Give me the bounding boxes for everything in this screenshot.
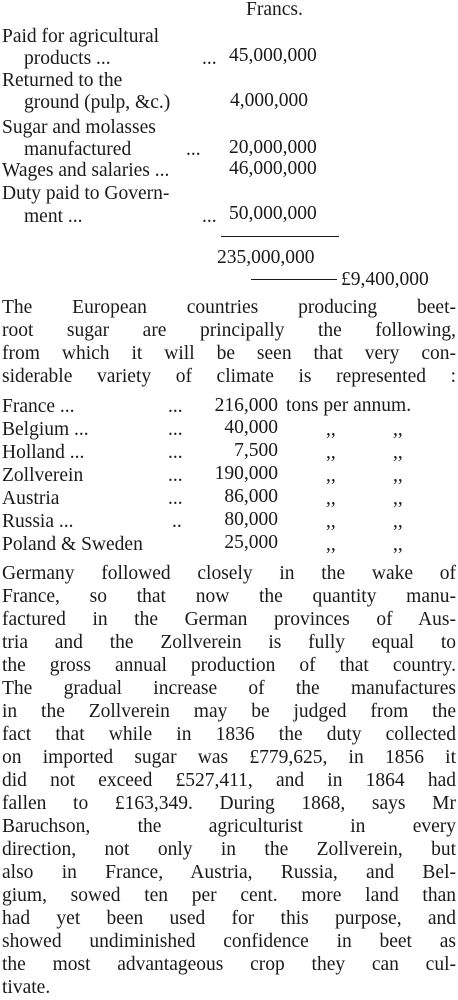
expenditure-item-label: Paid for agricultural xyxy=(2,26,160,47)
column-header-francs: Francs. xyxy=(246,0,303,20)
expenditure-amount: 4,000,000 xyxy=(230,90,308,111)
ditto-mark: ,, xyxy=(393,442,403,463)
ditto-mark: ,, xyxy=(393,511,403,532)
leader-dots: ... xyxy=(202,48,217,69)
text-line: the gross annual production of that country. xyxy=(2,655,456,676)
leader-dots: ... xyxy=(168,442,183,463)
text-line: showed undiminished confidence in beet as xyxy=(2,931,456,952)
leader-dots: ... xyxy=(186,139,201,160)
text-line: gium, sowed ten per cent. more land than xyxy=(2,885,456,906)
closing-paragraph xyxy=(2,562,456,999)
text-line: The European countries producing beet- xyxy=(2,297,456,318)
text-line: tria and the Zollverein is fully equal to xyxy=(2,632,456,653)
ditto-mark: ,, xyxy=(326,511,336,532)
unit-label: tons per annum. xyxy=(286,395,412,416)
text-line: Baruchson, the agriculturist in every xyxy=(2,816,456,837)
text-line: did not exceed £527,411, and in 1864 had xyxy=(2,770,456,791)
text-line: fallen to £163,349. During 1868, says Mr xyxy=(2,793,456,814)
ditto-mark: ,, xyxy=(326,488,336,509)
subtotal-rule xyxy=(221,236,339,237)
leader-dots: ... xyxy=(168,465,183,486)
tons-value: 40,000 xyxy=(224,417,278,438)
text-line: had yet been used for this purpose, and xyxy=(2,908,456,929)
country-name: France ... xyxy=(2,396,75,417)
ditto-mark: ,, xyxy=(393,534,403,555)
country-name: Zollverein xyxy=(2,465,84,486)
expenditure-item-label: Duty paid to Govern- xyxy=(2,183,170,204)
leader-dots: ... xyxy=(168,488,183,509)
text-line: France, so that now the quantity manu- xyxy=(2,586,456,607)
expenditure-item-label: Returned to the xyxy=(2,70,123,91)
intro-paragraph xyxy=(2,296,456,388)
text-line: the most advantageous crop they can cul- xyxy=(2,954,456,975)
ditto-mark: ,, xyxy=(326,534,336,555)
ditto-mark: ,, xyxy=(326,442,336,463)
expenditure-item-label: products ... xyxy=(24,48,111,69)
text-line: fact that while in 1836 the duty collected xyxy=(2,724,456,745)
ditto-mark: ,, xyxy=(393,488,403,509)
expenditure-item-label: Sugar and molasses xyxy=(2,117,156,138)
tons-value: 216,000 xyxy=(214,395,278,416)
expenditure-item-label: Wages and salaries ... xyxy=(2,160,170,181)
text-line: factured in the German provinces of Aus- xyxy=(2,609,456,630)
text-line: siderable variety of climate is represented : xyxy=(2,366,456,387)
expenditure-amount: 46,000,000 xyxy=(229,158,317,179)
tons-value: 7,500 xyxy=(234,440,278,461)
leader-dots: ... xyxy=(168,419,183,440)
text-line: The gradual increase of the manufactures xyxy=(2,678,456,699)
ditto-mark: ,, xyxy=(393,419,403,440)
text-line: root sugar are principally the following, xyxy=(2,320,456,341)
tons-value: 25,000 xyxy=(224,532,278,553)
expenditure-amount: 20,000,000 xyxy=(229,137,317,158)
leader-dots: ... xyxy=(202,206,217,227)
country-name: Austria xyxy=(2,488,60,509)
tons-value: 80,000 xyxy=(224,509,278,530)
country-name: Holland ... xyxy=(2,442,85,463)
expenditure-item-label: ment ... xyxy=(24,206,83,227)
ditto-mark: ,, xyxy=(326,419,336,440)
total-francs: 235,000,000 xyxy=(217,247,315,268)
country-name: Russia ... xyxy=(2,511,74,532)
expenditure-item-label: ground (pulp, &c.) xyxy=(24,92,171,113)
expenditure-amount: 45,000,000 xyxy=(229,45,317,66)
ditto-mark: ,, xyxy=(393,465,403,486)
text-line: direction, not only in the Zollverein, but xyxy=(2,839,456,860)
sterling-rule xyxy=(251,279,337,280)
text-line: from which it will be seen that very con- xyxy=(2,343,456,364)
tons-value: 190,000 xyxy=(214,463,278,484)
text-line: Germany followed closely in the wake of xyxy=(2,563,456,584)
leader-dots: .. xyxy=(172,511,182,532)
text-line: on imported sugar was £779,625, in 1856 it xyxy=(2,747,456,768)
country-name: Belgium ... xyxy=(2,419,89,440)
leader-dots: ... xyxy=(168,396,183,417)
text-line: in the Zollverein may be judged from the xyxy=(2,701,456,722)
tons-value: 86,000 xyxy=(224,486,278,507)
text-line: also in France, Austria, Russia, and Bel- xyxy=(2,862,456,883)
country-name: Poland & Sweden xyxy=(2,534,143,555)
text-line: tivate. xyxy=(2,977,51,998)
expenditure-item-label: manufactured xyxy=(24,139,132,160)
total-sterling: £9,400,000 xyxy=(341,269,429,290)
ditto-mark: ,, xyxy=(326,465,336,486)
expenditure-amount: 50,000,000 xyxy=(229,203,317,224)
